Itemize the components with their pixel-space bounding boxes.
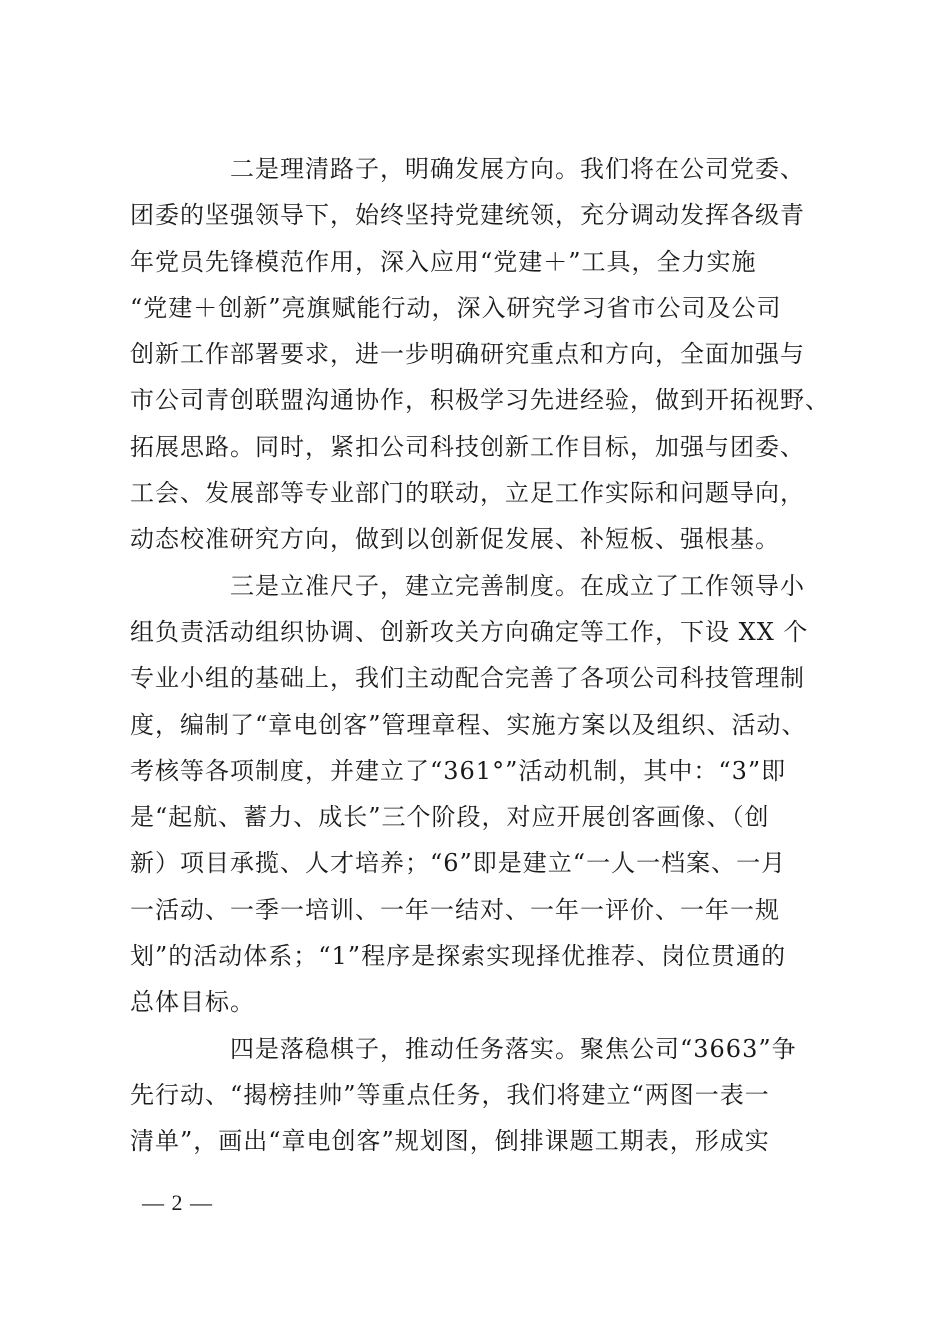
paragraph-2 bbox=[130, 563, 830, 1026]
body-text bbox=[130, 146, 830, 1165]
text-line: 一活动、一季一培训、一年一结对、一年一评价、一年一规 bbox=[130, 895, 780, 924]
text-line: 新）项目承揽、人才培养；“6”即是建立“一人一档案、一月 bbox=[130, 849, 787, 878]
text-line: 工会、发展部等专业部门的联动，立足工作实际和问题导向， bbox=[130, 479, 805, 508]
text-line: 三是立准尺子，建立完善制度。在成立了工作领导小 bbox=[230, 571, 805, 600]
text-line: 专业小组的基础上，我们主动配合完善了各项公司科技管理制 bbox=[130, 664, 805, 693]
text-line: “党建＋创新”亮旗赋能行动，深入研究学习省市公司及公司 bbox=[130, 293, 782, 322]
text-line: 总体目标。 bbox=[130, 988, 255, 1017]
text-line: 组负责活动组织协调、创新攻关方向确定等工作，下设 XX 个 bbox=[130, 617, 809, 646]
text-line: 市公司青创联盟沟通协作，积极学习先进经验，做到开拓视野、 bbox=[130, 386, 830, 415]
page-number: — 2 — bbox=[142, 1190, 213, 1215]
text-line: 清单”，画出“章电创客”规划图，倒排课题工期表，形成实 bbox=[130, 1127, 770, 1156]
text-line: 划”的活动体系；“1”程序是探索实现择优推荐、岗位贯通的 bbox=[130, 942, 787, 971]
text-line: 是“起航、蓄力、成长”三个阶段，对应开展创客画像、（创 bbox=[130, 803, 770, 832]
paragraph-1 bbox=[130, 146, 830, 563]
text-line: 创新工作部署要求，进一步明确研究重点和方向，全面加强与 bbox=[130, 340, 805, 369]
text-line: 考核等各项制度，并建立了“361°”活动机制，其中：“3”即 bbox=[130, 756, 787, 785]
paragraph-3 bbox=[130, 1026, 830, 1165]
text-line: 年党员先锋模范作用，深入应用“党建＋”工具，全力实施 bbox=[130, 247, 757, 276]
text-line: 拓展思路。同时，紧扣公司科技创新工作目标，加强与团委、 bbox=[130, 432, 805, 461]
text-line: 先行动、“揭榜挂帅”等重点任务，我们将建立“两图一表一 bbox=[130, 1080, 770, 1109]
text-line: 四是落稳棋子，推动任务落实。聚焦公司“3663”争 bbox=[230, 1034, 797, 1063]
text-line: 度，编制了“章电创客”管理章程、实施方案以及组织、活动、 bbox=[130, 710, 807, 739]
text-line: 二是理清路子，明确发展方向。我们将在公司党委、 bbox=[230, 155, 805, 183]
text-line: 团委的坚强领导下，始终坚持党建统领，充分调动发挥各级青 bbox=[130, 201, 805, 230]
text-line: 动态校准研究方向，做到以创新促发展、补短板、强根基。 bbox=[130, 525, 780, 554]
